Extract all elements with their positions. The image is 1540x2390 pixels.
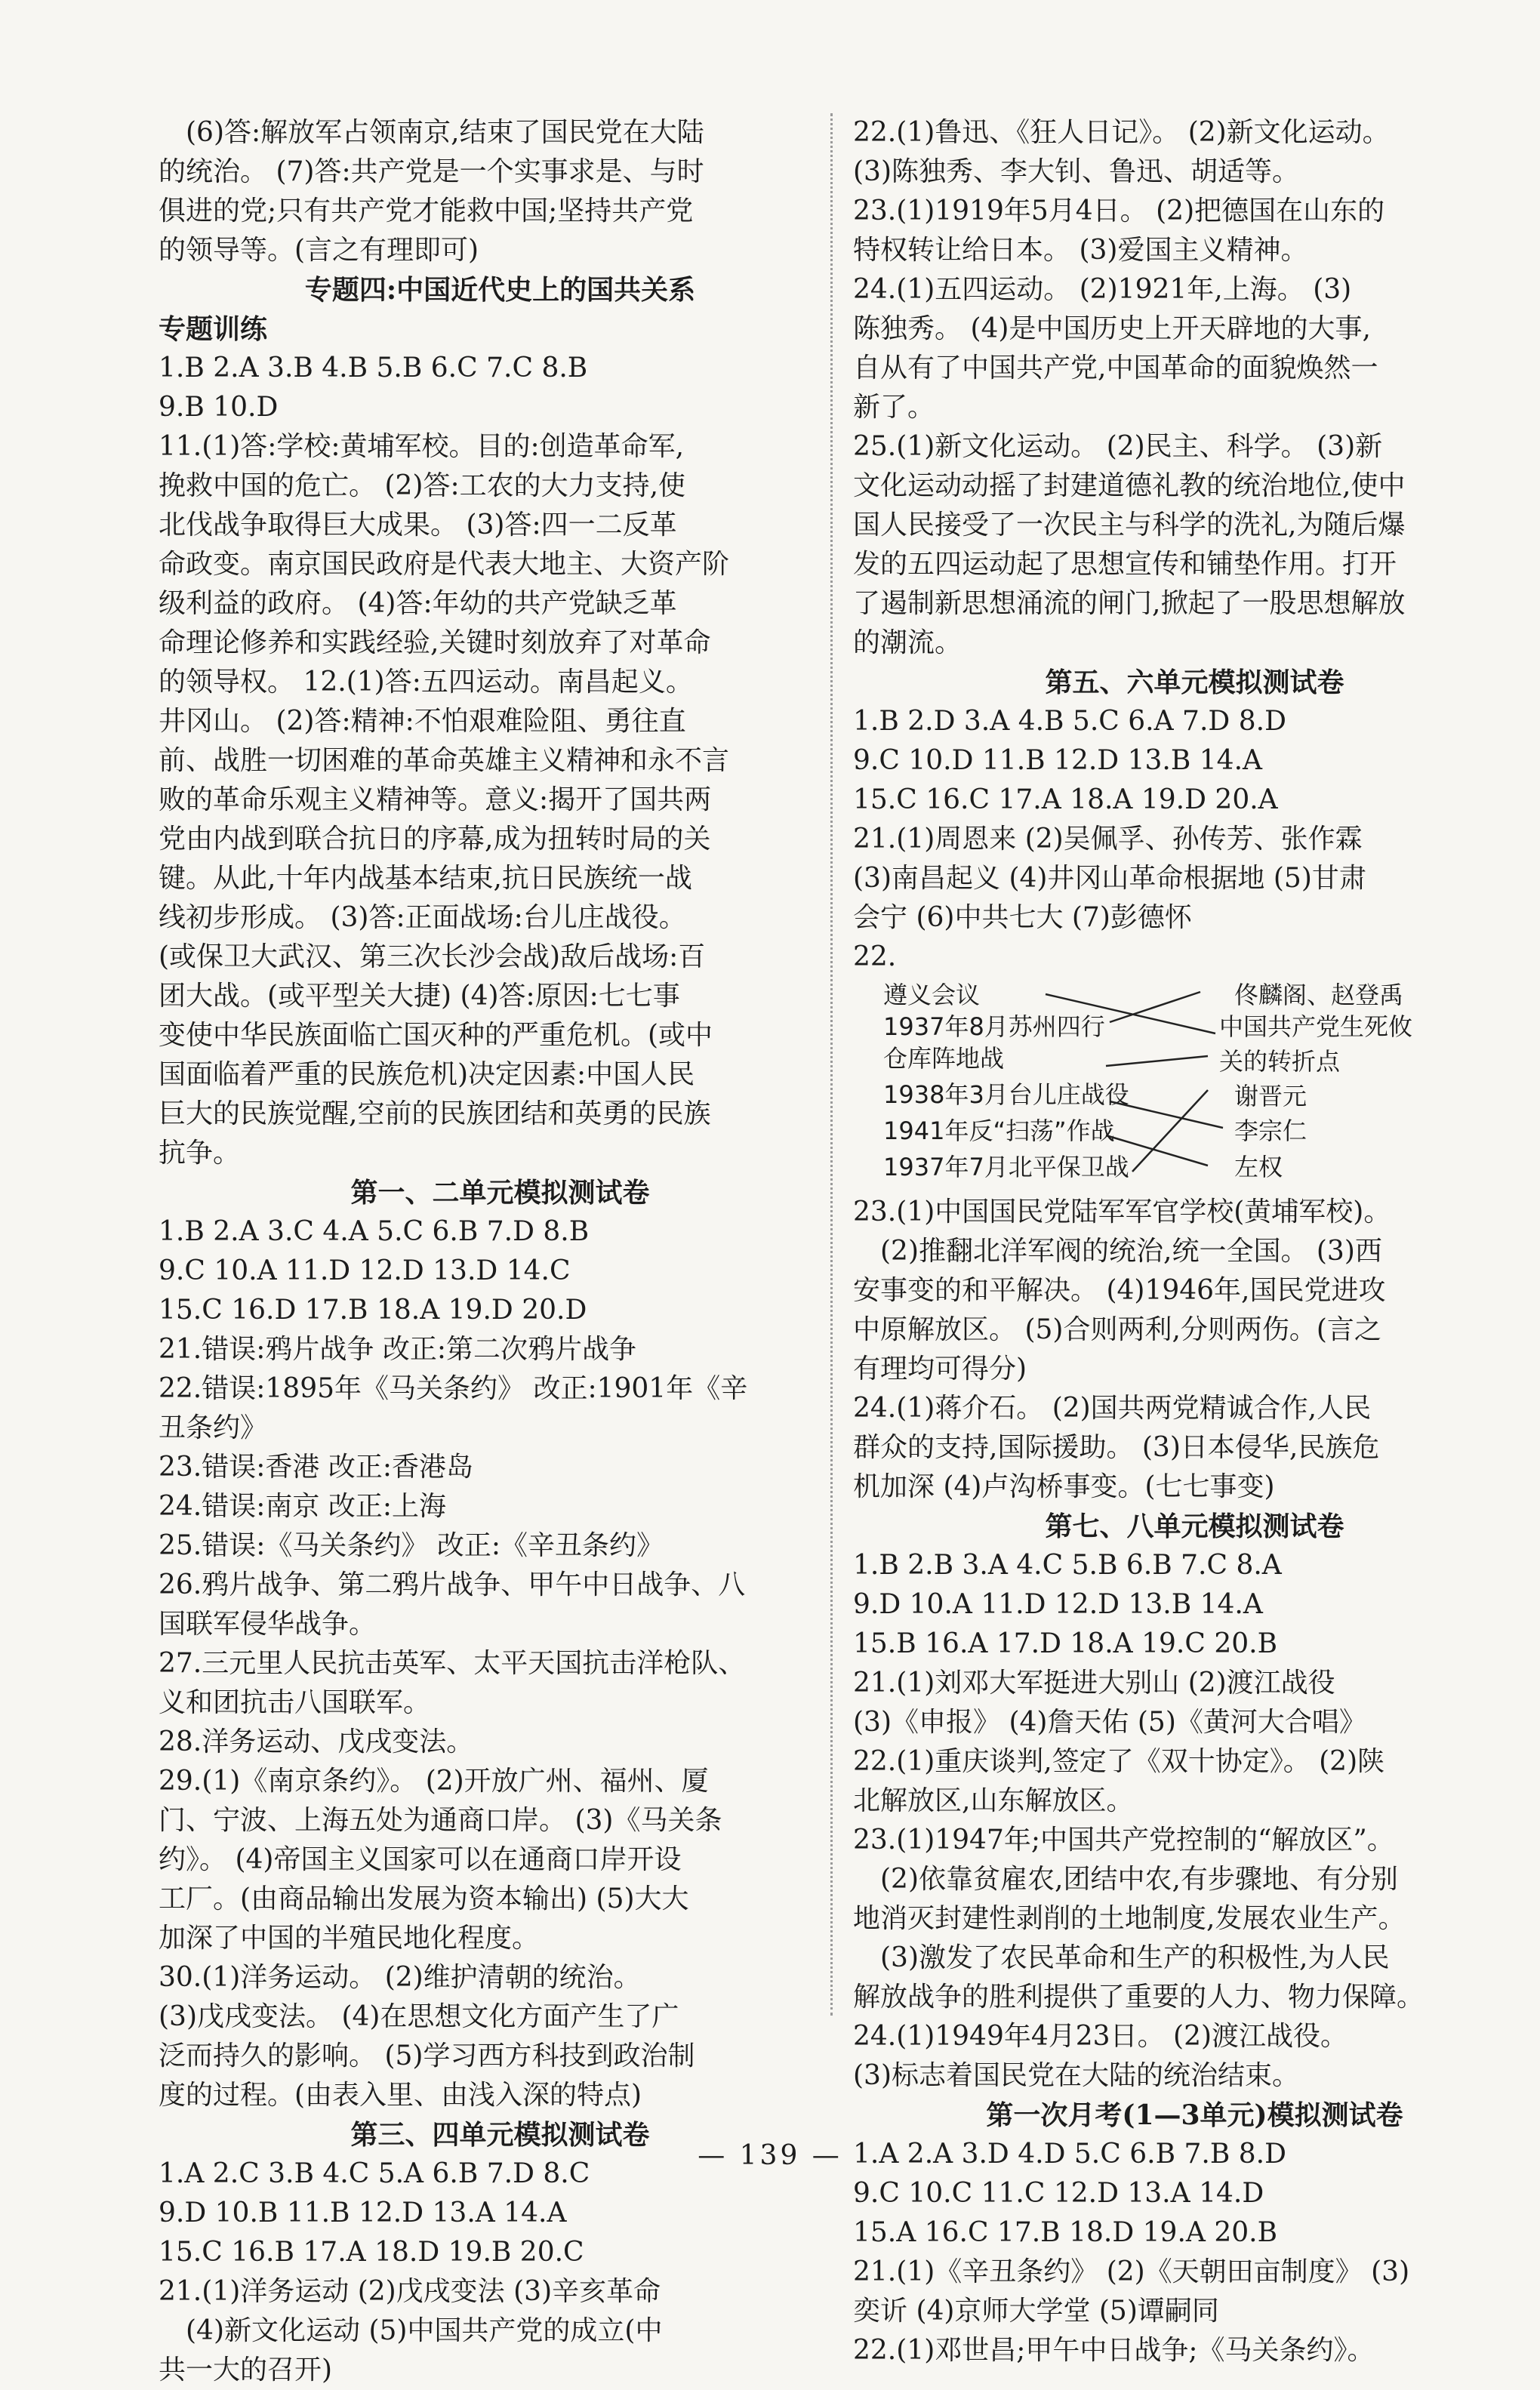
text-line: (3)南昌起义 (4)井冈山革命根据地 (5)甘肃	[853, 863, 1366, 894]
right-column-bottom	[853, 1193, 1536, 2370]
text-line: 22.	[853, 941, 897, 972]
matching-right-item: 左权	[1234, 1153, 1283, 1181]
text-line: 21.(1)刘邓大军挺进大别山 (2)渡江战役	[853, 1668, 1335, 1699]
text-line: 国联军侵华战争。	[159, 1609, 377, 1640]
text-line: (或保卫大武汉、第三次长沙会战)敌后战场:百	[159, 941, 706, 972]
text-line: 级利益的政府。 (4)答:年幼的共产党缺乏革	[159, 588, 677, 619]
text-line: 15.C 16.D 17.B 18.A 19.D 20.D	[159, 1295, 587, 1326]
text-line: 俱进的党;只有共产党才能救中国;坚持共产党	[159, 196, 694, 226]
text-line: 约》。 (4)帝国主义国家可以在通商口岸开设	[159, 1844, 682, 1875]
text-line: 党由内战到联合抗日的序幕,成为扭转时局的关	[159, 824, 711, 855]
text-line: 24.(1)蒋介石。 (2)国共两党精诚合作,人民	[853, 1393, 1372, 1424]
text-line: 的统治。 (7)答:共产党是一个实事求是、与时	[159, 156, 704, 187]
text-line: 22.(1)鲁迅、《狂人日记》。 (2)新文化运动。	[853, 117, 1390, 148]
text-line: 21.(1)洋务运动 (2)戊戌变法 (3)辛亥革命	[159, 2276, 661, 2307]
section-heading: 第五、六单元模拟测试卷	[1045, 667, 1344, 698]
text-line: (6)答:解放军占领南京,结束了国民党在大陆	[186, 117, 704, 148]
text-line: (3)激发了农民革命和生产的积极性,为人民	[880, 1942, 1390, 1973]
text-line: (3)标志着国民党在大陆的统治结束。	[853, 2060, 1299, 2091]
text-line: 24.(1)1949年4月23日。 (2)渡江战役。	[853, 2021, 1348, 2052]
matching-right-item: 李宗仁	[1234, 1116, 1307, 1145]
matching-right-item: 中国共产党生死攸	[1219, 1012, 1413, 1041]
text-line: 1.A 2.A 3.D 4.D 5.C 6.B 7.B 8.D	[853, 2139, 1286, 2170]
text-line: 15.B 16.A 17.D 18.A 19.C 20.B	[853, 1628, 1278, 1659]
text-line: 1.B 2.B 3.A 4.C 5.B 6.B 7.C 8.A	[853, 1550, 1282, 1581]
text-line: 自从有了中国共产党,中国革命的面貌焕然一	[853, 353, 1378, 383]
text-line: 26.鸦片战争、第二鸦片战争、甲午中日战争、八	[159, 1569, 746, 1600]
text-line: 15.C 16.B 17.A 18.D 19.B 20.C	[159, 2237, 584, 2268]
text-line: 1.A 2.C 3.B 4.C 5.A 6.B 7.D 8.C	[159, 2158, 590, 2189]
text-line: 特权转让给日本。 (3)爱国主义精神。	[853, 235, 1308, 266]
text-line: 23.(1)中国国民党陆军军官学校(黄埔军校)。	[853, 1197, 1391, 1227]
text-line: 了遏制新思想涌流的闸门,掀起了一股思想解放	[853, 588, 1406, 619]
right-column-top	[853, 113, 1536, 977]
text-line: 25.错误:《马关条约》 改正:《辛丑条约》	[159, 1530, 664, 1561]
text-line: 22.(1)邓世昌;甲午中日战争;《马关条约》。	[853, 2335, 1375, 2366]
text-line: (3)戊戌变法。 (4)在思想文化方面产生了广	[159, 2001, 679, 2032]
text-line: 奕䜣 (4)京师大学堂 (5)谭嗣同	[853, 2296, 1219, 2327]
matching-left-item: 1938年3月台儿庄战役	[883, 1080, 1129, 1109]
text-line: 地消灭封建性剥削的土地制度,发展农业生产。	[853, 1903, 1406, 1934]
text-line: 1.B 2.A 3.B 4.B 5.B 6.C 7.C 8.B	[159, 353, 588, 383]
text-line: 团大战。(或平型关大捷) (4)答:原因:七七事	[159, 981, 680, 1012]
left-column	[159, 113, 842, 2390]
text-line: 27.三元里人民抗击英军、太平天国抗击洋枪队、	[159, 1648, 746, 1679]
text-line: 命政变。南京国民政府是代表大地主、大资产阶	[159, 549, 730, 580]
text-line: 15.C 16.C 17.A 18.A 19.D 20.A	[853, 784, 1278, 815]
text-line: 键。从此,十年内战基本结束,抗日民族统一战	[159, 863, 692, 894]
text-line: 9.B 10.D	[159, 392, 279, 423]
text-line: 22.(1)重庆谈判,签定了《双十协定》。 (2)陕	[853, 1746, 1385, 1777]
text-line: 1.B 2.D 3.A 4.B 5.C 6.A 7.D 8.D	[853, 706, 1286, 737]
text-line: 挽救中国的危亡。 (2)答:工农的大力支持,使	[159, 470, 686, 501]
text-line: 陈独秀。 (4)是中国历史上开天辟地的大事,	[853, 313, 1371, 344]
text-line: 文化运动动摇了封建道德礼教的统治地位,使中	[853, 470, 1406, 501]
text-line: 泛而持久的影响。 (5)学习西方科技到政治制	[159, 2040, 695, 2071]
text-line: 28.洋务运动、戊戌变法。	[159, 1726, 474, 1757]
text-line: 北伐战争取得巨大成果。 (3)答:四一二反革	[159, 510, 677, 541]
text-line: (2)推翻北洋军阀的统治,统一全国。 (3)西	[880, 1236, 1382, 1267]
text-line: 有理均可得分)	[853, 1354, 1027, 1384]
matching-diagram	[853, 977, 1536, 1193]
text-line: 新了。	[853, 392, 935, 423]
text-line: 线初步形成。 (3)答:正面战场:台儿庄战役。	[159, 902, 686, 933]
text-line: 度的过程。(由表入里、由浅入深的特点)	[159, 2080, 642, 2111]
matching-right-item: 谢晋元	[1234, 1082, 1307, 1110]
matching-left-item: 1937年8月苏州四行	[883, 1012, 1105, 1041]
right-column	[853, 113, 1536, 2370]
text-line: 21.(1)周恩来 (2)吴佩孚、孙传芳、张作霖	[853, 824, 1363, 855]
text-line: 机加深 (4)卢沟桥事变。(七七事变)	[853, 1471, 1275, 1502]
text-line: 义和团抗击八国联军。	[159, 1687, 431, 1718]
text-line: (3)陈独秀、李大钊、鲁迅、胡适等。	[853, 156, 1299, 187]
text-line: (4)新文化运动 (5)中国共产党的成立(中	[186, 2315, 663, 2346]
text-line: 22.错误:1895年《马关条约》 改正:1901年《辛	[159, 1373, 748, 1404]
text-line: 9.C 10.D 11.B 12.D 13.B 14.A	[853, 745, 1263, 776]
page-number: — 139 —	[698, 2140, 842, 2171]
section-heading: 第七、八单元模拟测试卷	[1045, 1511, 1344, 1542]
section-heading: 专题四:中国近代史上的国共关系	[304, 274, 696, 306]
text-line: 会宁 (6)中共七大 (7)彭德怀	[853, 902, 1192, 933]
text-line: 29.(1)《南京条约》。 (2)开放广州、福州、厦	[159, 1766, 709, 1797]
text-line: 9.D 10.B 11.B 12.D 13.A 14.A	[159, 2198, 567, 2228]
text-line: 败的革命乐观主义精神等。意义:揭开了国共两	[159, 784, 712, 815]
section-heading: 第一、二单元模拟测试卷	[350, 1177, 650, 1209]
subsection-heading: 专题训练	[159, 313, 268, 345]
text-line: 24.(1)五四运动。 (2)1921年,上海。 (3)	[853, 274, 1352, 305]
text-line: 加深了中国的半殖民地化程度。	[159, 1923, 540, 1954]
text-line: 解放战争的胜利提供了重要的人力、物力保障。	[853, 1982, 1424, 2013]
text-line: 共一大的召开)	[159, 2355, 333, 2385]
text-line: 21.错误:鸦片战争 改正:第二次鸦片战争	[159, 1334, 636, 1365]
text-line: 变使中华民族面临亡国灭种的严重危机。(或中	[159, 1020, 713, 1051]
text-line: 门、宁波、上海五处为通商口岸。 (3)《马关条	[159, 1805, 722, 1836]
text-line: 群众的支持,国际援助。 (3)日本侵华,民族危	[853, 1432, 1380, 1463]
text-line: 23.(1)1919年5月4日。 (2)把德国在山东的	[853, 196, 1385, 226]
text-line: 的领导等。(言之有理即可)	[159, 235, 479, 266]
text-line: 国人民接受了一次民主与科学的洗礼,为随后爆	[853, 510, 1406, 541]
section-heading: 第一次月考(1—3单元)模拟测试卷	[986, 2099, 1403, 2131]
matching-right-item: 关的转折点	[1219, 1047, 1341, 1076]
text-line: 巨大的民族觉醒,空前的民族团结和英勇的民族	[159, 1098, 711, 1129]
text-line: 25.(1)新文化运动。 (2)民主、科学。 (3)新	[853, 431, 1383, 462]
text-line: 丑条约》	[159, 1412, 268, 1443]
matching-left-item: 1937年7月北平保卫战	[883, 1153, 1129, 1181]
text-line: 23.错误:香港 改正:香港岛	[159, 1452, 473, 1483]
text-line: (2)依靠贫雇农,团结中农,有步骤地、有分别	[880, 1864, 1398, 1895]
text-line: 9.D 10.A 11.D 12.D 13.B 14.A	[853, 1589, 1263, 1620]
text-line: 国面临着严重的民族危机)决定因素:中国人民	[159, 1059, 695, 1090]
column-divider	[830, 113, 833, 2016]
text-line: 命理论修养和实践经验,关键时刻放弃了对革命	[159, 627, 711, 658]
text-line: 15.A 16.C 17.B 18.D 19.A 20.B	[853, 2217, 1278, 2248]
text-line: 的潮流。	[853, 627, 962, 658]
text-line: 30.(1)洋务运动。 (2)维护清朝的统治。	[159, 1962, 641, 1993]
text-line: 21.(1)《辛丑条约》 (2)《天朝田亩制度》 (3)	[853, 2256, 1410, 2287]
matching-right-item: 佟麟阁、赵登禹	[1234, 981, 1404, 1009]
text-line: 9.C 10.C 11.C 12.D 13.A 14.D	[853, 2178, 1264, 2209]
text-line: 23.(1)1947年;中国共产党控制的“解放区”。	[853, 1825, 1394, 1856]
text-line: 9.C 10.A 11.D 12.D 13.D 14.C	[159, 1255, 571, 1286]
text-line: 1.B 2.A 3.C 4.A 5.C 6.B 7.D 8.B	[159, 1216, 590, 1247]
section-heading: 第三、四单元模拟测试卷	[350, 2119, 650, 2151]
text-line: 24.错误:南京 改正:上海	[159, 1491, 446, 1522]
text-line: 北解放区,山东解放区。	[853, 1785, 1134, 1816]
matching-left-item: 1941年反“扫荡”作战	[883, 1116, 1115, 1145]
text-line: 11.(1)答:学校:黄埔军校。目的:创造革命军,	[159, 431, 685, 462]
text-line: 安事变的和平解决。 (4)1946年,国民党进攻	[853, 1275, 1386, 1306]
text-line: 前、战胜一切困难的革命英雄主义精神和永不言	[159, 745, 730, 776]
text-line: (3)《申报》 (4)詹天佑 (5)《黄河大合唱》	[853, 1707, 1366, 1738]
text-line: 抗争。	[159, 1138, 241, 1169]
text-line: 发的五四运动起了思想宣传和铺垫作用。打开	[853, 549, 1397, 580]
text-line: 井冈山。 (2)答:精神:不怕艰难险阻、勇往直	[159, 706, 686, 737]
text-line: 工厂。(由商品输出发展为资本输出) (5)大大	[159, 1883, 689, 1914]
matching-left-item: 仓库阵地战	[883, 1044, 1005, 1073]
matching-left-item: 遵义会议	[883, 981, 981, 1009]
text-line: 中原解放区。 (5)合则两利,分则两伤。(言之	[853, 1314, 1381, 1345]
text-line: 的领导权。 12.(1)答:五四运动。南昌起义。	[159, 667, 693, 698]
